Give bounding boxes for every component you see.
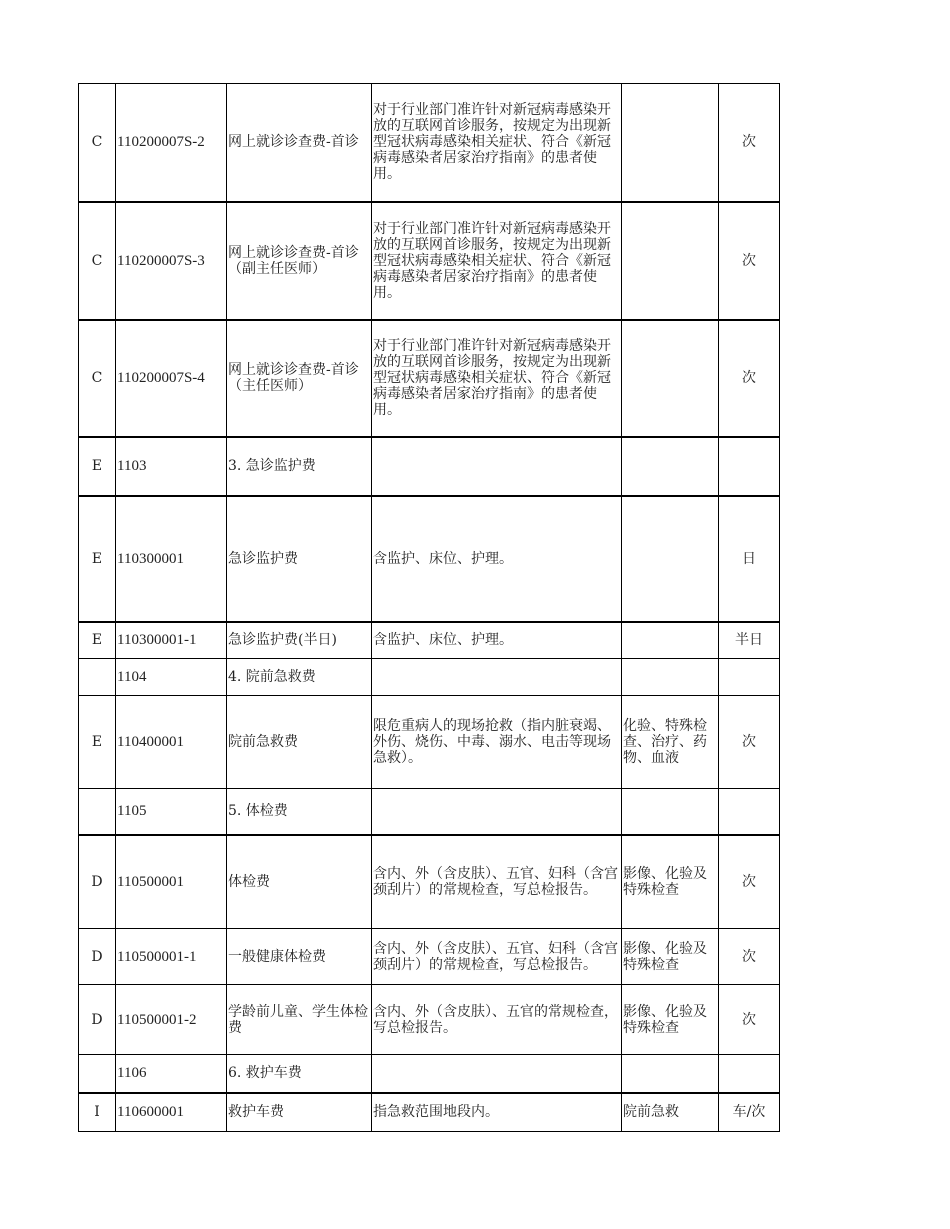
table-row xyxy=(79,835,780,929)
exclusion-cell: 影像、化验及特殊检查 xyxy=(622,835,719,929)
table-row xyxy=(79,929,780,985)
code-cell: 110500001 xyxy=(116,835,227,929)
table-row xyxy=(79,320,780,437)
unit-cell: 日 xyxy=(719,496,780,622)
table-row xyxy=(79,696,780,789)
item-name-cell: 体检费 xyxy=(227,835,372,929)
category-cell xyxy=(79,1055,116,1093)
description-cell xyxy=(372,437,622,496)
description-cell: 对于行业部门准许针对新冠病毒感染开放的互联网首诊服务，按规定为出现新型冠状病毒感染相关症状、符合《新冠病毒感染者居家治疗指南》的患者使用。 xyxy=(372,320,622,437)
unit-cell xyxy=(719,659,780,696)
code-cell: 110200007S-3 xyxy=(116,202,227,320)
table-row xyxy=(79,659,780,696)
table-row xyxy=(79,84,780,202)
table-row xyxy=(79,789,780,835)
category-cell: I xyxy=(79,1093,116,1132)
category-cell: E xyxy=(79,437,116,496)
exclusion-cell xyxy=(622,84,719,202)
description-cell xyxy=(372,659,622,696)
item-name-cell: 学龄前儿童、学生体检费 xyxy=(227,985,372,1055)
item-name-cell: 院前急救费 xyxy=(227,696,372,789)
description-cell: 对于行业部门准许针对新冠病毒感染开放的互联网首诊服务，按规定为出现新型冠状病毒感染相关症状、符合《新冠病毒感染者居家治疗指南》的患者使用。 xyxy=(372,84,622,202)
unit-cell: 车/次 xyxy=(719,1093,780,1132)
category-cell: E xyxy=(79,696,116,789)
unit-cell: 次 xyxy=(719,696,780,789)
code-cell: 110200007S-2 xyxy=(116,84,227,202)
code-cell: 110300001-1 xyxy=(116,622,227,659)
description-cell xyxy=(372,1055,622,1093)
unit-cell: 次 xyxy=(719,929,780,985)
category-cell xyxy=(79,659,116,696)
description-cell: 限危重病人的现场抢救（指内脏衰竭、外伤、烧伤、中毒、溺水、电击等现场急救）。 xyxy=(372,696,622,789)
exclusion-cell: 影像、化验及特殊检查 xyxy=(622,985,719,1055)
code-cell: 1103 xyxy=(116,437,227,496)
category-cell: E xyxy=(79,622,116,659)
description-cell: 含内、外（含皮肤）、五官的常规检查，写总检报告。 xyxy=(372,985,622,1055)
table-row xyxy=(79,622,780,659)
exclusion-cell xyxy=(622,320,719,437)
exclusion-cell xyxy=(622,202,719,320)
code-cell: 110500001-1 xyxy=(116,929,227,985)
table-row xyxy=(79,1055,780,1093)
item-name-cell: 一般健康体检费 xyxy=(227,929,372,985)
category-cell: D xyxy=(79,985,116,1055)
description-cell xyxy=(372,789,622,835)
code-cell: 110400001 xyxy=(116,696,227,789)
item-name-cell: 3. 急诊监护费 xyxy=(227,437,372,496)
exclusion-cell: 化验、特殊检查、治疗、药物、血液 xyxy=(622,696,719,789)
code-cell: 1106 xyxy=(116,1055,227,1093)
code-cell: 110200007S-4 xyxy=(116,320,227,437)
description-cell: 含内、外（含皮肤）、五官、妇科（含宫颈刮片）的常规检查，写总检报告。 xyxy=(372,835,622,929)
category-cell: D xyxy=(79,929,116,985)
exclusion-cell: 影像、化验及特殊检查 xyxy=(622,929,719,985)
category-cell: C xyxy=(79,84,116,202)
exclusion-cell xyxy=(622,437,719,496)
code-cell: 110600001 xyxy=(116,1093,227,1132)
category-cell xyxy=(79,789,116,835)
code-cell: 110300001 xyxy=(116,496,227,622)
exclusion-cell xyxy=(622,1055,719,1093)
item-name-cell: 4. 院前急救费 xyxy=(227,659,372,696)
table-row xyxy=(79,985,780,1055)
item-name-cell: 救护车费 xyxy=(227,1093,372,1132)
item-name-cell: 6. 救护车费 xyxy=(227,1055,372,1093)
category-cell: C xyxy=(79,202,116,320)
unit-cell: 次 xyxy=(719,320,780,437)
exclusion-cell: 院前急救 xyxy=(622,1093,719,1132)
item-name-cell: 5. 体检费 xyxy=(227,789,372,835)
code-cell: 110500001-2 xyxy=(116,985,227,1055)
item-name-cell: 网上就诊诊查费-首诊（主任医师） xyxy=(227,320,372,437)
fee-table xyxy=(78,83,780,1132)
unit-cell: 次 xyxy=(719,84,780,202)
unit-cell: 次 xyxy=(719,835,780,929)
table-row xyxy=(79,1093,780,1132)
description-cell: 含监护、床位、护理。 xyxy=(372,622,622,659)
unit-cell xyxy=(719,789,780,835)
description-cell: 对于行业部门准许针对新冠病毒感染开放的互联网首诊服务，按规定为出现新型冠状病毒感染相关症状、符合《新冠病毒感染者居家治疗指南》的患者使用。 xyxy=(372,202,622,320)
exclusion-cell xyxy=(622,659,719,696)
exclusion-cell xyxy=(622,622,719,659)
table-row xyxy=(79,496,780,622)
item-name-cell: 急诊监护费 xyxy=(227,496,372,622)
item-name-cell: 网上就诊诊查费-首诊（副主任医师） xyxy=(227,202,372,320)
code-cell: 1104 xyxy=(116,659,227,696)
code-cell: 1105 xyxy=(116,789,227,835)
item-name-cell: 网上就诊诊查费-首诊 xyxy=(227,84,372,202)
description-cell: 含监护、床位、护理。 xyxy=(372,496,622,622)
unit-cell xyxy=(719,1055,780,1093)
description-cell: 含内、外（含皮肤）、五官、妇科（含宫颈刮片）的常规检查，写总检报告。 xyxy=(372,929,622,985)
table-row xyxy=(79,202,780,320)
unit-cell: 次 xyxy=(719,985,780,1055)
unit-cell xyxy=(719,437,780,496)
description-cell: 指急救范围地段内。 xyxy=(372,1093,622,1132)
exclusion-cell xyxy=(622,496,719,622)
category-cell: C xyxy=(79,320,116,437)
category-cell: D xyxy=(79,835,116,929)
table-row xyxy=(79,437,780,496)
item-name-cell: 急诊监护费(半日) xyxy=(227,622,372,659)
unit-cell: 次 xyxy=(719,202,780,320)
category-cell: E xyxy=(79,496,116,622)
exclusion-cell xyxy=(622,789,719,835)
unit-cell: 半日 xyxy=(719,622,780,659)
